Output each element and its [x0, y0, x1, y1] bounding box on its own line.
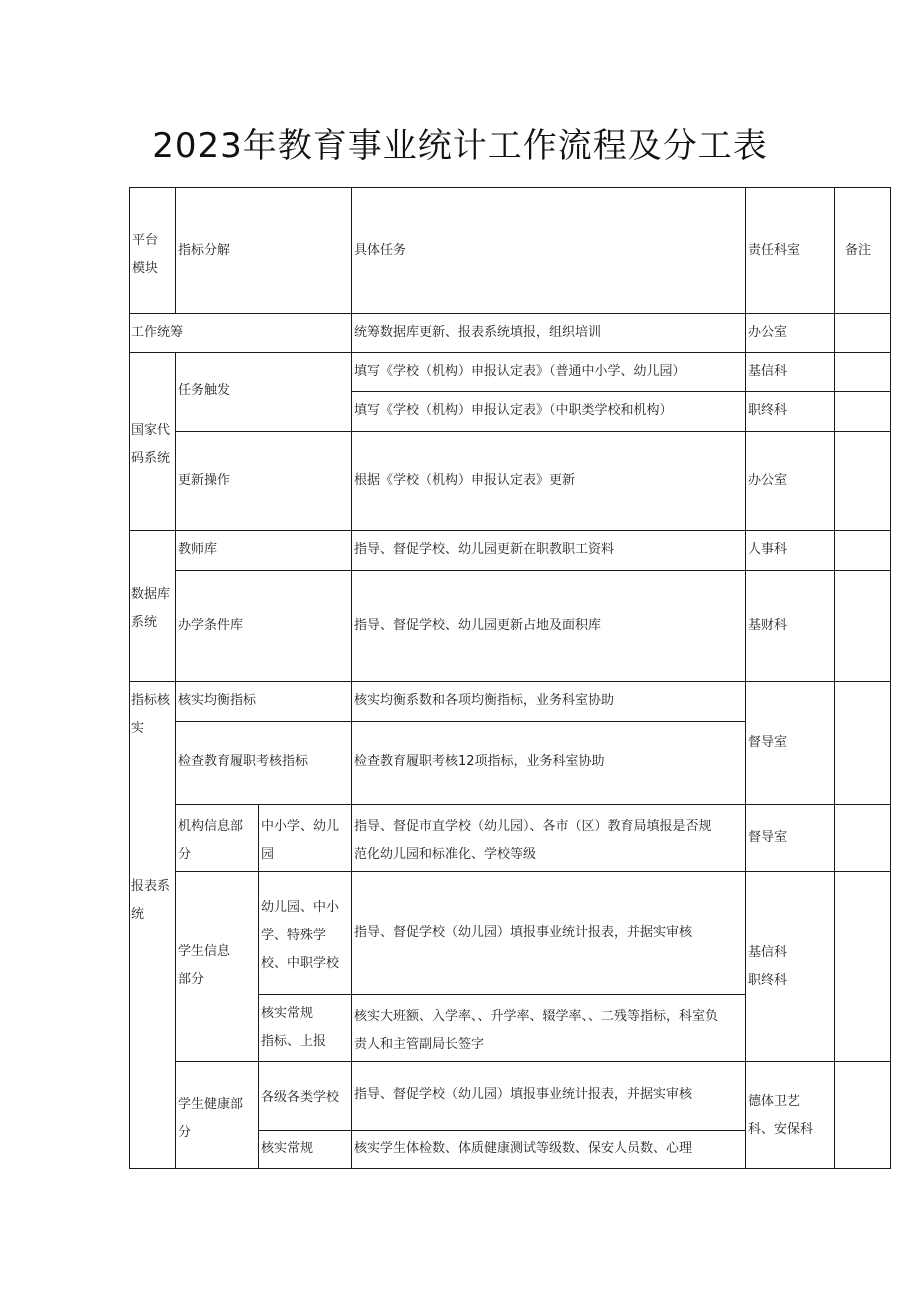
- header-indicator: 指标分解: [178, 243, 231, 258]
- row-coordination-dept: 办公室: [748, 325, 788, 340]
- national-code-task2: 填写《学校（机构）申报认定表》（中职类学校和机构）: [354, 403, 673, 418]
- header-module: 平台 模块: [132, 233, 159, 276]
- page-title: 2023年教育事业统计工作流程及分工表: [152, 126, 768, 166]
- database-conditions-task: 指导、督促学校、幼儿园更新占地及面积库: [354, 618, 602, 633]
- report-student-dept: 基信科 职终科: [748, 945, 788, 988]
- report-student-sub2: 核实常规 指标、上报: [261, 1006, 327, 1049]
- report-student-task1: 指导、督促学校（幼儿园）填报事业统计报表，并据实审核: [354, 925, 693, 940]
- report-health-task1: 指导、督促学校（幼儿园）填报事业统计报表，并据实审核: [354, 1087, 693, 1102]
- database-teacher-task: 指导、督促学校、幼儿园更新在职教职工资料: [354, 542, 615, 557]
- national-code-module: 国家代 码系统: [131, 423, 171, 466]
- report-inst: 机构信息部 分: [178, 819, 244, 862]
- report-module: 报表系 统: [131, 879, 171, 922]
- database-conditions: 办学条件库: [178, 618, 244, 633]
- verify-duty: 检查教育履职考核指标: [178, 754, 309, 769]
- header-note: 备注: [845, 243, 872, 258]
- database-module: 数据库 系统: [131, 587, 171, 630]
- report-inst-dept: 督导室: [748, 830, 788, 845]
- verify-module: 指标核 实: [131, 693, 171, 736]
- report-health-dept: 德体卫艺 科、安保科: [748, 1094, 814, 1137]
- report-inst-sub: 中小学、幼儿 园: [261, 819, 340, 862]
- national-code-update: 更新操作: [178, 473, 231, 488]
- report-health-task2: 核实学生体检数、体质健康测试等级数、保安人员数、心理: [354, 1141, 693, 1156]
- database-conditions-dept: 基财科: [748, 618, 788, 633]
- database-teacher-dept: 人事科: [748, 542, 788, 557]
- report-student-task2: 核实大班额、入学率、、升学率、辍学率、、二残等指标，科室负 责人和主管副局长签字: [354, 1009, 719, 1052]
- national-code-task1: 填写《学校（机构）申报认定表》（普通中小学、幼儿园）: [354, 364, 686, 379]
- row-coordination-label: 工作统筹: [131, 325, 184, 340]
- verify-balance-task: 核实均衡系数和各项均衡指标，业务科室协助: [354, 693, 615, 708]
- national-code-dept3: 办公室: [748, 473, 788, 488]
- report-health-sub2: 核实常规: [261, 1141, 314, 1156]
- report-health: 学生健康部 分: [178, 1097, 244, 1140]
- report-health-sub1: 各级各类学校: [261, 1090, 340, 1105]
- national-code-dept1: 基信科: [748, 364, 788, 379]
- national-code-task3: 根据《学校（机构）申报认定表》更新: [354, 473, 576, 488]
- header-task: 具体任务: [354, 243, 407, 258]
- verify-duty-task: 检查教育履职考核12项指标，业务科室协助: [354, 754, 605, 769]
- national-code-trigger: 任务触发: [178, 383, 231, 398]
- verify-balance: 核实均衡指标: [178, 693, 257, 708]
- national-code-dept2: 职终科: [748, 403, 788, 418]
- report-student: 学生信息 部分: [178, 944, 231, 987]
- report-inst-task: 指导、督促市直学校（幼儿园）、各市（区）教育局填报是否规 范化幼儿园和标准化、学校等级: [354, 819, 712, 862]
- verify-dept: 督导室: [748, 735, 788, 750]
- database-teacher: 教师库: [178, 542, 218, 557]
- report-student-sub1: 幼儿园、中小 学、特殊学 校、中职学校: [261, 900, 340, 971]
- row-coordination-task: 统筹数据库更新、报表系统填报，组织培训: [354, 325, 602, 340]
- header-dept: 责任科室: [748, 243, 801, 258]
